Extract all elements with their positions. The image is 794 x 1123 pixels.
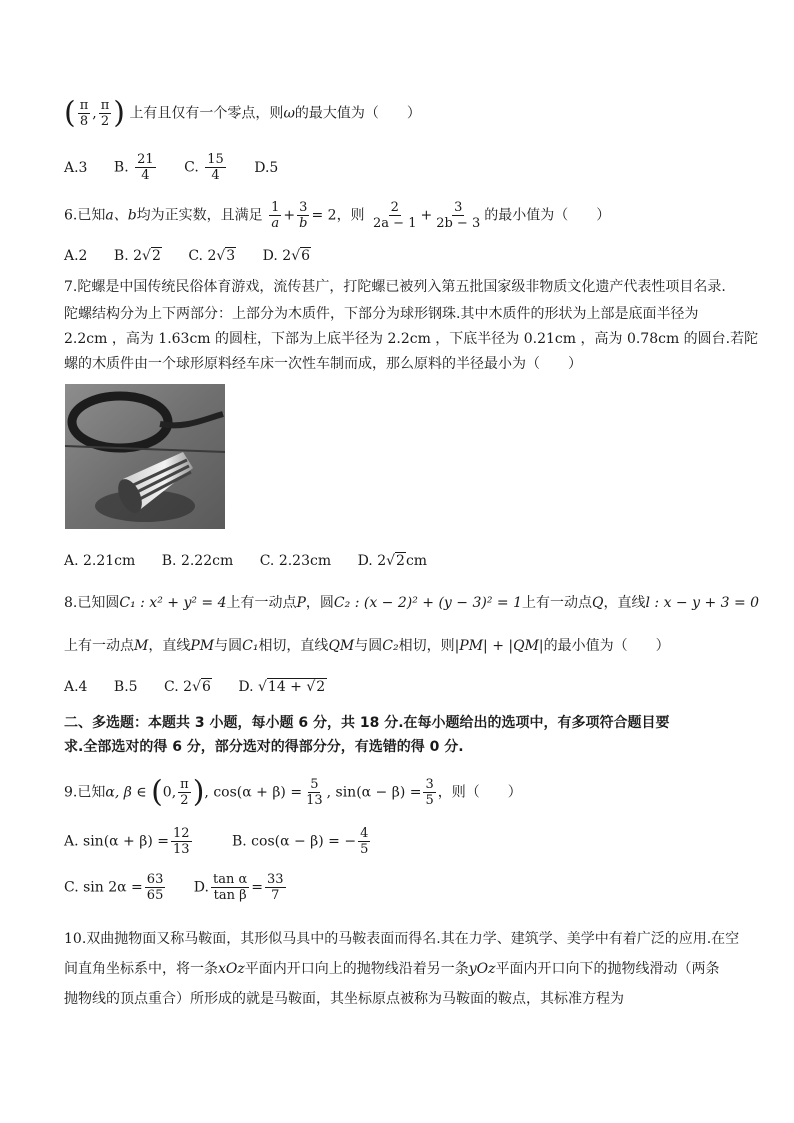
- option-c: C. 2.23cm: [259, 553, 332, 569]
- q8-line-2: 上有一动点M，直线PM与圆C₁相切，直线QM与圆C₂相切，则|PM| + |QM|的最小值为（ ）: [64, 638, 670, 654]
- option-d: D. 2√2cm: [357, 553, 428, 569]
- q9-options-ab: [64, 826, 394, 857]
- q5-condition-line: ( $\frac{\pi}{8}$ , $\frac{\pi}{2}$ ) 上有且仅有一个零点，则ω的最大值为（ ）: [64, 95, 421, 131]
- q5-options: [64, 152, 300, 183]
- option-b: B. 2√2: [113, 248, 161, 264]
- q7-line-2: 陀螺结构分为上下两部分：上部分为木质件，下部分为球形钢珠.其中木质件的形状为上部是底面半径为: [64, 306, 699, 322]
- option-d: D.5: [254, 159, 279, 176]
- fraction: $\frac{\pi}{8}$: [79, 98, 89, 129]
- option-c: C. sin 2α = $\frac{63}{65}$: [64, 872, 164, 903]
- q7-line-4: 螺的木质件由一个球形原料经车床一次性车制而成，那么原料的半径最小为（ ）: [64, 356, 582, 372]
- option-a: A. 2.21cm: [64, 553, 136, 569]
- option-d: D. $\frac{\text{tan α}}{\text{tan β}}$ = $\frac{33}{7}$: [193, 872, 284, 903]
- option-c: C. 2√3: [188, 248, 236, 264]
- section-heading-line-2: 求.全部选对的得 6 分，部分选对的得部分分，有选错的得 0 分.: [64, 739, 464, 755]
- option-a: A.4: [64, 679, 88, 695]
- q10-line-3: 抛物线的顶点重合）所形成的就是马鞍面，其坐标原点被称为马鞍面的鞍点，其标准方程为: [64, 991, 624, 1007]
- option-c: C. 2√6: [164, 679, 211, 695]
- q9-stem: 9.已知α, β ∈ (0, $\frac{\pi}{2}$ ), cos(α + β) = $\frac{5}{13}$ , sin(α − β) = $\frac{3}{5}$ ，则（ ）: [64, 774, 522, 810]
- q10-line-1: 10.双曲抛物面又称马鞍面，其形似马具中的马鞍表面而得名.其在力学、建筑学、美学中有着广泛的应用.在空: [64, 931, 740, 947]
- option-d: D. 2√6: [262, 248, 311, 264]
- section-heading-line-1: 二、多选题：本题共 3 小题，每小题 6 分，共 18 分.在每小题给出的选项中，有多项符合题目要: [64, 715, 670, 731]
- q7-line-3: 2.2cm ，高为 1.63cm 的圆柱，下部为上底半径为 2.2cm ，下底半径为 0.21cm ，高为 0.78cm 的圆台.若陀: [64, 331, 759, 347]
- option-a: A.3: [64, 159, 88, 176]
- q6-stem: 6.已知a、b均为正实数，且满足 $\frac{1}{a}$ + $\frac{3}{b}$ = 2，则 $\frac{2}{2a - 1}$ + $\frac{3}{2b - 3}$ 的最小值为（ ）: [64, 200, 611, 231]
- option-a: A.2: [64, 248, 88, 264]
- option-a: A. sin(α + β) = $\frac{12}{13}$: [64, 826, 190, 857]
- option-b: B. 2.22cm: [161, 553, 234, 569]
- option-b: B.5: [113, 679, 138, 695]
- spinning-top-photo: [65, 384, 225, 529]
- q7-options: [64, 553, 449, 569]
- q8-options: [64, 679, 349, 695]
- q9-options-cd: [64, 872, 310, 903]
- q7-line-1: 7.陀螺是中国传统民俗体育游戏，流传甚广，打陀螺已被列入第五批国家级非物质文化遗产代表性项目名录.: [64, 279, 726, 295]
- option-d: D. √14 + √2: [238, 679, 326, 695]
- option-b: B. $\frac{21}{4}$: [113, 152, 154, 183]
- fraction: $\frac{\pi}{2}$: [100, 98, 110, 129]
- option-b: B. cos(α − β) = − $\frac{4}{5}$: [231, 826, 369, 857]
- q6-options: [64, 248, 333, 264]
- option-c: C. $\frac{15}{4}$: [184, 152, 224, 183]
- q10-line-2: 间直角坐标系中，将一条xOz平面内开口向上的抛物线沿着另一条yOz平面内开口向下的抛物线滑动（两条: [64, 961, 720, 977]
- q8-line-1: 8.已知圆C₁ : x² + y² = 4上有一动点P，圆C₂ : (x − 2)² + (y − 3)² = 1上有一动点Q，直线l : x − y + 3 = 0: [64, 595, 760, 611]
